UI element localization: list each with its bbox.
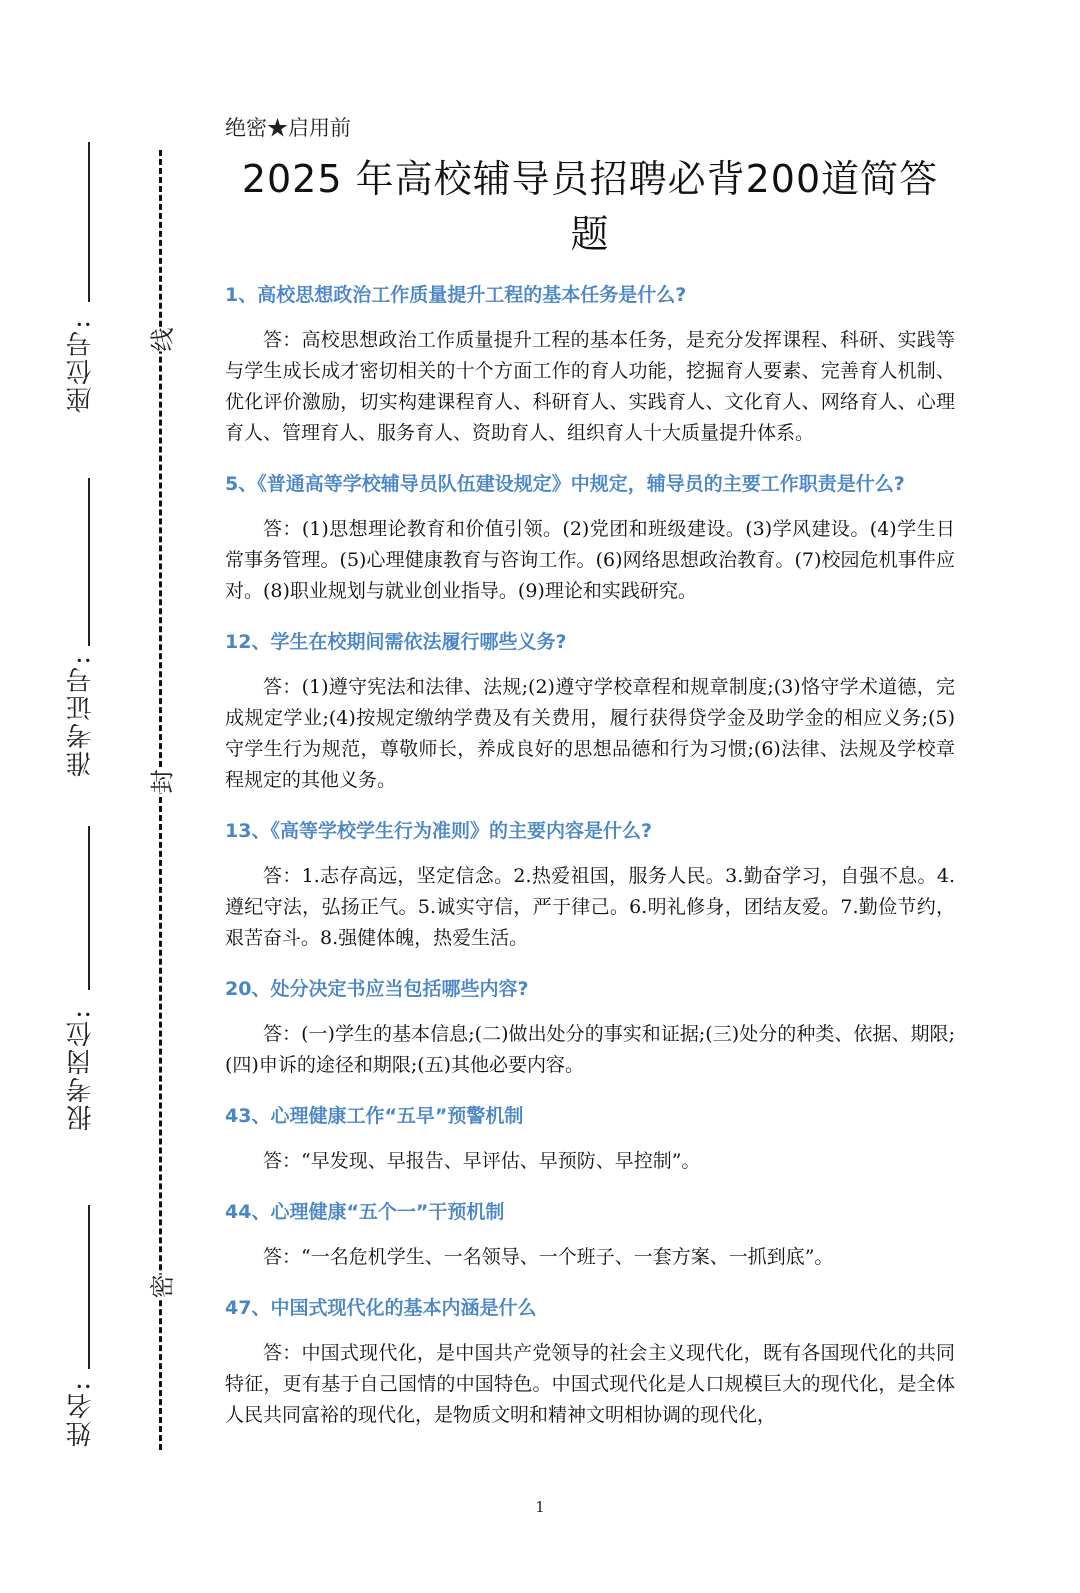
question-title: 5、《普通高等学校辅导员队伍建设规定》中规定，辅导员的主要工作职责是什么? — [225, 473, 905, 495]
question-title: 43、心理健康工作“五早”预警机制 — [225, 1105, 524, 1127]
position-line — [88, 826, 90, 990]
name-label: 姓名: — [66, 1380, 96, 1447]
question-title: 12、学生在校期间需依法履行哪些义务? — [225, 631, 567, 653]
seat-number-label: 座位号: — [66, 318, 96, 413]
name-field — [62, 1380, 99, 1447]
secret-mark: 绝密★启用前 — [225, 116, 351, 140]
seat-number-field — [62, 318, 99, 413]
seal-word-secret: 密 — [139, 1275, 182, 1299]
seat-number-line — [88, 142, 90, 302]
answer-text: 答：“一名危机学生、一名领导、一个班子、一套方案、一抓到底”。 — [263, 1246, 834, 1268]
question-title: 13、《高等学校学生行为准则》的主要内容是什么? — [225, 820, 652, 842]
answer-text: 答：“早发现、早报告、早评估、早预防、早控制”。 — [263, 1150, 701, 1172]
name-line — [88, 1205, 90, 1369]
question-title: 1、高校思想政治工作质量提升工程的基本任务是什么? — [225, 284, 687, 306]
answer-text: 答：(一)学生的基本信息;(二)做出处分的事实和证据;(三)处分的种类、依据、期限;(四)申诉的途径和期限;(五)其他必要内容。 — [225, 1023, 955, 1076]
answer-text: 答：中国式现代化，是中国共产党领导的社会主义现代化，既有各国现代化的共同特征，更有基于自己国情的中国特色。中国式现代化是人口规模巨大的现代化，是全体人民共同富裕的现代化，是物质文明和精神文明相协调的现代化， — [225, 1342, 955, 1426]
seal-word-line: 线 — [139, 328, 182, 352]
position-field — [62, 1008, 99, 1131]
position-label: 报考岗位: — [66, 1008, 96, 1131]
answer-text: 答：(1)遵守宪法和法律、法规;(2)遵守学校章程和规章制度;(3)恪守学术道德，完成规定学业;(4)按规定缴纳学费及有关费用，履行获得贷学金及助学金的相应义务;(5)守学生行为规范，尊敬师长，养成良好的思想品德和行为习惯;(6)法律、法规及学校章程规定的其他义务。 — [225, 676, 955, 791]
exam-id-label: 准考证号: — [66, 654, 96, 777]
document-body — [225, 112, 955, 1451]
answer-text: 答：高校思想政治工作质量提升工程的基本任务，是充分发挥课程、科研、实践等与学生成长成才密切相关的十个方面工作的育人功能，挖掘育人要素、完善育人机制、优化评价激励，切实构建课程育人、科研育人、实践育人、文化育人、网络育人、心理育人、管理育人、服务育人、资助育人、组织育人十大质量提升体系。 — [225, 329, 955, 444]
question-title: 20、处分决定书应当包括哪些内容? — [225, 978, 529, 1000]
answer-text: 答：(1)思想理论教育和价值引领。(2)党团和班级建设。(3)学风建设。(4)学生日常事务管理。(5)心理健康教育与咨询工作。(6)网络思想政治教育。(7)校园危机事件应对。(8)职业规划与就业创业指导。(9)理论和实践研究。 — [225, 518, 955, 602]
page-title: 2025 年高校辅导员招聘必背200道简答题 — [241, 157, 939, 256]
answer-text: 答：1.志存高远，坚定信念。2.热爱祖国，服务人民。3.勤奋学习，自强不息。4.遵纪守法，弘扬正气。5.诚实守信，严于律己。6.明礼修身，团结友爱。7.勤俭节约，艰苦奋斗。8.强健体魄，热爱生活。 — [225, 865, 955, 949]
question-title: 44、心理健康“五个一”干预机制 — [225, 1201, 505, 1223]
exam-id-line — [88, 478, 90, 646]
seal-word-seal: 封 — [139, 770, 182, 794]
page-number: 1 — [535, 1498, 545, 1516]
question-title: 47、中国式现代化的基本内涵是什么 — [225, 1297, 537, 1319]
exam-id-field — [62, 654, 99, 777]
